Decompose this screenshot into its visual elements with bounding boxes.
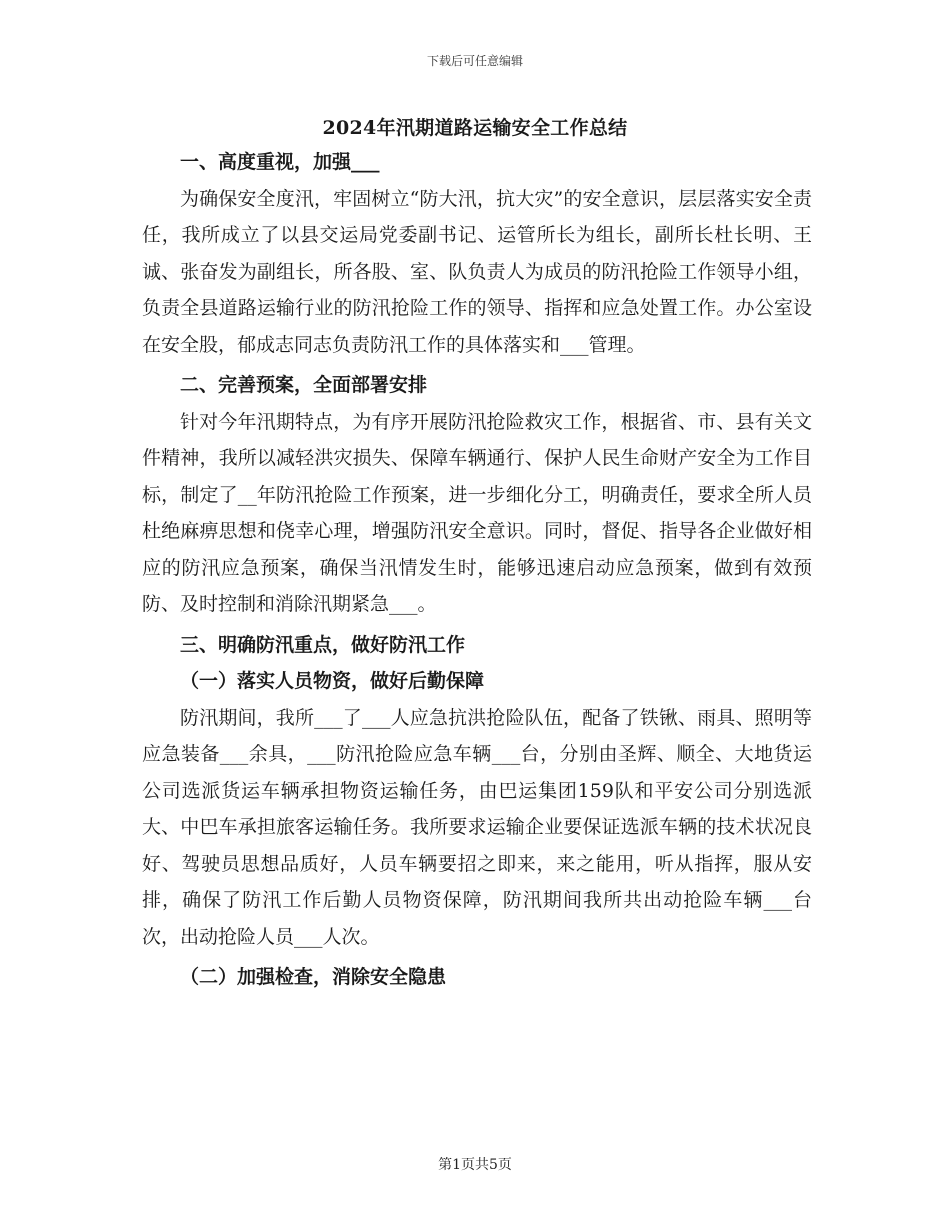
subsection-heading-2: （二）加强检查，消除安全隐患 [180,966,447,988]
page-header-note: 下载后可任意编辑 [426,54,523,68]
section-heading-2: 二、完善预案，全面部署安排 [180,374,428,396]
paragraph-3: 防汛期间，我所___了___人应急抗洪抢险队伍，配备了铁锹、雨具、照明等应急装备___余具，___防汛抢险应急车辆___台，分别由圣辉、顺全、大地货运公司选派货运车辆承担物资运输任务，由巴运集团159队和平安公司分别选派大、中巴车承担旅客运输任务。我所要求运输企业要保证选派车辆的技术状况良好、驾驶员思想品质好，人员车辆要招之即来，来之能用，听从指挥，服从安排，确保了防汛工作后勤人员物资保障，防汛期间我所共出动抢险车辆___台次，出动抢险人员___人次。 [142,706,812,948]
section-heading-3: 三、明确防汛重点，做好防汛工作 [180,633,466,656]
page-number-footer: 第1页共5页 [438,1157,512,1173]
paragraph-2: 针对今年汛期特点，为有序开展防汛抢险救灾工作，根据省、市、县有关文件精神，我所以减轻洪灾损失、保障车辆通行、保护人民生命财产安全为工作目标，制定了__年防汛抢险工作预案，进一步细化分工，明确责任，要求全所人员杜绝麻痹思想和侥幸心理，增强防汛安全意识。同时，督促、指导各企业做好相应的防汛应急预案，确保当汛情发生时，能够迅速启动应急预案，做到有效预防、及时控制和消除汛期紧急___。 [142,410,812,615]
subsection-heading-1: （一）落实人员物资，做好后勤保障 [180,670,485,692]
paragraph-1: 为确保安全度汛，牢固树立“防大汛，抗大灾”的安全意识，层层落实安全责任，我所成立了以县交运局党委副书记、运管所长为组长，副所长杜长明、王诚、张奋发为副组长，所各股、室、队负责人为成员的防汛抢险工作领导小组，负责全县道路运输行业的防汛抢险工作的领导、指挥和应急处置工作。办公室设在安全股，郁成志同志负责防汛工作的具体落实和___管理。 [142,187,812,356]
document-body [142,144,812,996]
section-heading-1: 一、高度重视，加强___ [180,151,380,173]
document-title: 2024年汛期道路运输安全工作总结 [322,117,628,139]
